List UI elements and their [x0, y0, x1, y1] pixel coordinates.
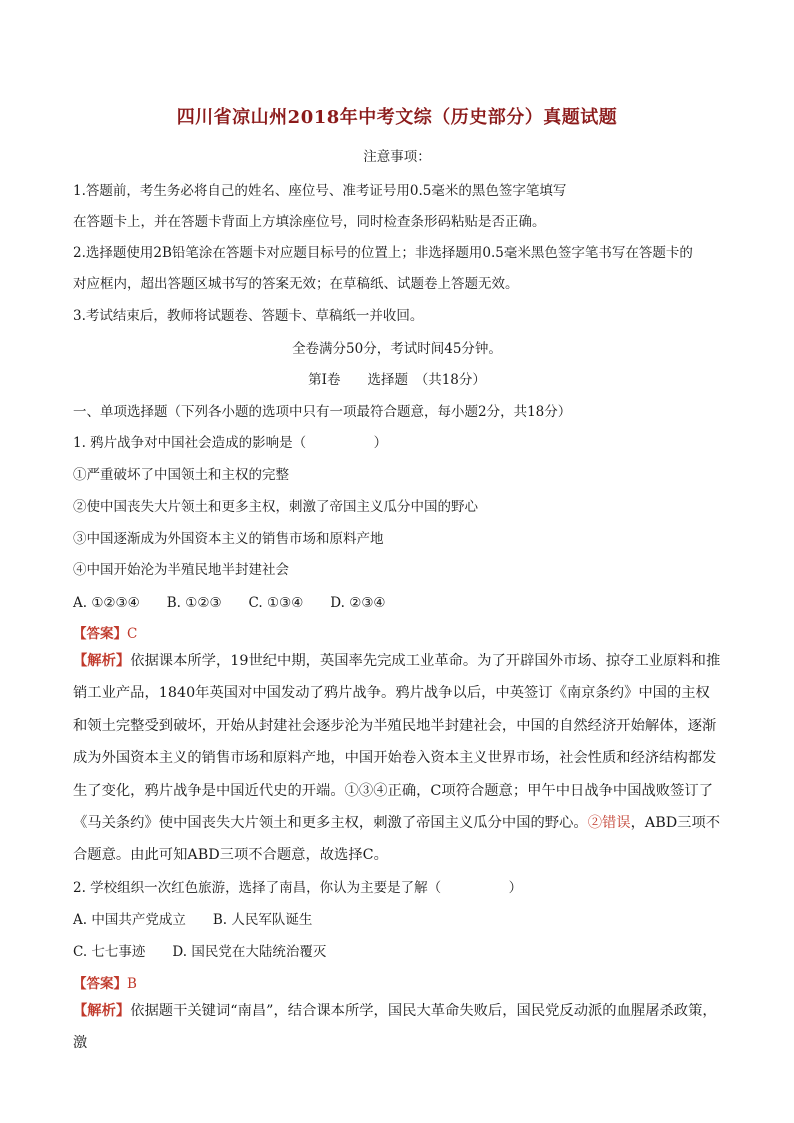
analysis-text-end: ，ABD三项不合题意。由此可知ABD三项不合题意，故选择C。: [73, 815, 721, 864]
notice-item: 2.选择题使用2B铅笔涂在答题卡对应题目标号的位置上；非选择题用0.5毫米黑色签字笔书写在答题卡的: [73, 245, 693, 261]
statement: ③中国逐渐成为外国资本主义的销售市场和原料产地: [73, 531, 384, 547]
analysis-text: 依据课本所学，19世纪中期，英国率先完成工业革命。为了开辟国外市场、掠夺工业原料和推销工业产品，1840年英国对中国发动了鸦片战争。鸦片战争以后，中英签订《南京条约》中国的主权和领土完整受到破坏，开始从封建社会逐步沦为半殖民地半封建社会，中国的自然经济开始解体，逐渐成为外国资本主义的销售市场和原料产地，中国开始卷入资本主义世界市场，社会性质和经济结构都发生了变化，鸦片战争是中国近代史的开端。①③④正确，C项符合题意；甲午中日战争中国战败签订了《马关条约》使中国丧失大片领土和更多主权，刺激了帝国主义瓜分中国的野心。: [73, 653, 721, 832]
statement: ②使中国丧失大片领土和更多主权，刺激了帝国主义瓜分中国的野心: [73, 499, 478, 515]
question-1-analysis: [73, 645, 723, 872]
statement: ④中国开始沦为半殖民地半封建社会: [73, 562, 289, 578]
question-2-options: A. 中国共产党成立 B. 人民军队诞生: [73, 912, 313, 928]
question-2-options: C. 七七事迹 D. 国民党在大陆统治覆灭: [73, 944, 327, 960]
notice-heading: 注意事项：: [363, 149, 431, 165]
analysis-highlight: ②错误: [587, 815, 631, 832]
answer-value: C: [127, 626, 138, 642]
section-title: 第Ⅰ卷 选择题 （共18分）: [308, 372, 486, 388]
analysis-label: 【解析】: [73, 1003, 131, 1019]
answer-label: 【答案】: [73, 626, 127, 642]
question-2-stem: 2. 学校组织一次红色旅游，选择了南昌，你认为主要是了解（ ）: [73, 880, 523, 896]
analysis-label: 【解析】: [73, 653, 131, 669]
answer-value: B: [127, 976, 137, 992]
score-info: 全卷满分50分，考试时间45分钟。: [292, 341, 502, 357]
question-2-analysis: [73, 995, 723, 1060]
notice-item: 1.答题前，考生务必将自己的姓名、座位号、准考证号用0.5毫米的黑色签字笔填写: [73, 183, 567, 199]
answer-label: 【答案】: [73, 976, 127, 992]
notice-item: 在答题卡上，并在答题卡背面上方填涂座位号，同时检查条形码粘贴是否正确。: [73, 214, 546, 230]
question-1-options: A. ①②③④ B. ①②③ C. ①③④ D. ②③④: [73, 595, 386, 611]
notice-item: 3.考试结束后，教师将试题卷、答题卡、草稿纸一并收回。: [73, 308, 424, 324]
question-1-answer: [73, 622, 733, 642]
question-2-answer: [73, 972, 733, 992]
analysis-text: 依据题干关键词“南昌”，结合课本所学，国民大革命失败后，国民党反动派的血腥屠杀政策，激: [73, 1003, 717, 1052]
page-title: 四川省凉山州2018年中考文综（历史部分）真题试题: [176, 107, 618, 128]
statement: ①严重破坏了中国领土和主权的完整: [73, 467, 289, 483]
section-instruction: 一、单项选择题（下列各小题的选项中只有一项最符合题意，每小题2分，共18分）: [73, 404, 572, 420]
question-1-stem: 1. 鸦片战争对中国社会造成的影响是（ ）: [73, 435, 388, 451]
notice-item: 对应框内，超出答题区城书写的答案无效；在草稿纸、试题卷上答题无效。: [73, 276, 519, 292]
